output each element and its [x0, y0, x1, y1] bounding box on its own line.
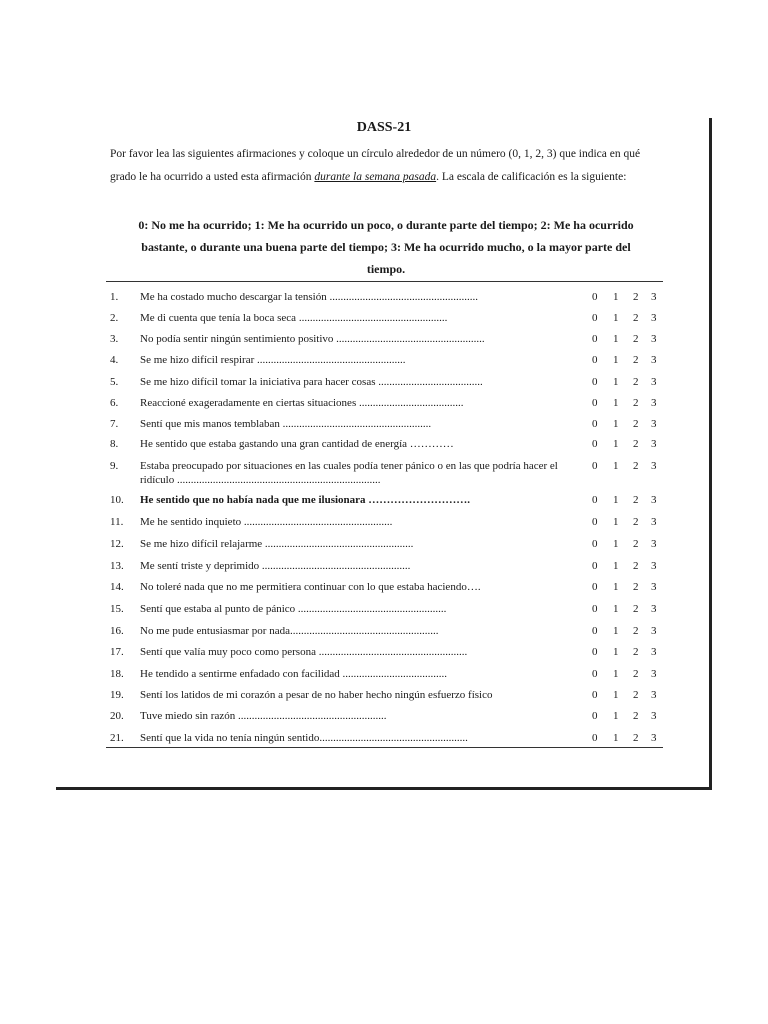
score-option-3[interactable]: 3 — [651, 732, 657, 744]
instructions-emphasis: durante la semana pasada — [314, 171, 437, 183]
item-number: 13. — [110, 560, 124, 572]
item-text: Estaba preocupado por situaciones en las cuales podía tener pánico o en las que podría hacer el ridículo .......................................................................... — [140, 460, 558, 486]
score-option-1[interactable]: 1 — [613, 291, 619, 303]
score-option-2[interactable]: 2 — [633, 376, 639, 388]
score-option-0[interactable]: 0 — [592, 460, 598, 472]
item-number: 18. — [110, 668, 124, 680]
score-option-2[interactable]: 2 — [633, 625, 639, 637]
score-option-0[interactable]: 0 — [592, 560, 598, 572]
item-text: Sentí que mis manos temblaban ...................................................... — [140, 418, 432, 430]
score-option-1[interactable]: 1 — [613, 354, 619, 366]
score-option-2[interactable]: 2 — [633, 732, 639, 744]
score-option-0[interactable]: 0 — [592, 538, 598, 550]
item-number: 5. — [110, 376, 119, 388]
item-number: 20. — [110, 710, 124, 722]
item-text: Se me hizo difícil relajarme ...................................................... — [140, 538, 414, 550]
score-option-3[interactable]: 3 — [651, 625, 657, 637]
item-text: Sentí que valía muy poco como persona ...................................................... — [140, 646, 468, 658]
score-option-3[interactable]: 3 — [651, 333, 657, 345]
score-option-2[interactable]: 2 — [633, 291, 639, 303]
score-option-1[interactable]: 1 — [613, 732, 619, 744]
score-option-3[interactable]: 3 — [651, 418, 657, 430]
score-option-2[interactable]: 2 — [633, 438, 639, 450]
score-option-1[interactable]: 1 — [613, 438, 619, 450]
score-option-1[interactable]: 1 — [613, 494, 619, 506]
score-option-3[interactable]: 3 — [651, 581, 657, 593]
score-option-0[interactable]: 0 — [592, 668, 598, 680]
instructions-paragraph — [110, 143, 660, 189]
items-table — [106, 281, 663, 748]
score-option-3[interactable]: 3 — [651, 710, 657, 722]
item-number: 10. — [110, 494, 124, 506]
score-option-3[interactable]: 3 — [651, 312, 657, 324]
score-option-1[interactable]: 1 — [613, 333, 619, 345]
score-option-2[interactable]: 2 — [633, 581, 639, 593]
item-number: 19. — [110, 689, 124, 701]
score-option-0[interactable]: 0 — [592, 732, 598, 744]
item-text: Me sentí triste y deprimido ...................................................... — [140, 560, 411, 572]
score-option-1[interactable]: 1 — [613, 668, 619, 680]
score-option-0[interactable]: 0 — [592, 625, 598, 637]
score-option-1[interactable]: 1 — [613, 418, 619, 430]
item-text: Sentí los latidos de mi corazón a pesar de no haber hecho ningún esfuerzo físico — [140, 689, 493, 701]
score-option-2[interactable]: 2 — [633, 668, 639, 680]
score-option-0[interactable]: 0 — [592, 494, 598, 506]
score-option-2[interactable]: 2 — [633, 538, 639, 550]
item-number: 2. — [110, 312, 119, 324]
score-option-3[interactable]: 3 — [651, 516, 657, 528]
score-option-0[interactable]: 0 — [592, 710, 598, 722]
score-option-3[interactable]: 3 — [651, 460, 657, 472]
item-number: 12. — [110, 538, 124, 550]
score-option-1[interactable]: 1 — [613, 581, 619, 593]
score-option-0[interactable]: 0 — [592, 581, 598, 593]
score-option-3[interactable]: 3 — [651, 668, 657, 680]
score-option-3[interactable]: 3 — [651, 689, 657, 701]
score-option-2[interactable]: 2 — [633, 494, 639, 506]
score-option-3[interactable]: 3 — [651, 494, 657, 506]
score-option-1[interactable]: 1 — [613, 603, 619, 615]
score-option-0[interactable]: 0 — [592, 646, 598, 658]
score-option-2[interactable]: 2 — [633, 460, 639, 472]
score-option-1[interactable]: 1 — [613, 560, 619, 572]
item-number: 21. — [110, 732, 124, 744]
page-border-right — [709, 118, 712, 790]
score-option-2[interactable]: 2 — [633, 333, 639, 345]
item-text: Tuve miedo sin razón ...................................................... — [140, 710, 387, 722]
score-option-3[interactable]: 3 — [651, 291, 657, 303]
score-option-0[interactable]: 0 — [592, 376, 598, 388]
item-text: Me he sentido inquieto ...................................................... — [140, 516, 393, 528]
item-text: No podía sentir ningún sentimiento positivo ...................................................... — [140, 333, 485, 345]
score-option-1[interactable]: 1 — [613, 376, 619, 388]
item-text: He sentido que estaba gastando una gran cantidad de energía ………… — [140, 438, 454, 450]
item-number: 8. — [110, 438, 119, 450]
score-option-3[interactable]: 3 — [651, 646, 657, 658]
score-option-1[interactable]: 1 — [613, 460, 619, 472]
item-number: 16. — [110, 625, 124, 637]
item-number: 17. — [110, 646, 124, 658]
score-option-2[interactable]: 2 — [633, 516, 639, 528]
item-text: No toleré nada que no me permitiera continuar con lo que estaba haciendo…. — [140, 581, 481, 593]
item-number: 9. — [110, 460, 119, 472]
score-option-3[interactable]: 3 — [651, 354, 657, 366]
score-option-3[interactable]: 3 — [651, 603, 657, 615]
item-text: Sentí que estaba al punto de pánico ...................................................... — [140, 603, 447, 615]
item-text: Me ha costado mucho descargar la tensión ...................................................... — [140, 291, 478, 303]
item-number: 1. — [110, 291, 119, 303]
score-option-1[interactable]: 1 — [613, 646, 619, 658]
document-title: DASS-21 — [356, 120, 412, 135]
score-option-3[interactable]: 3 — [651, 397, 657, 409]
score-option-1[interactable]: 1 — [613, 689, 619, 701]
score-option-0[interactable]: 0 — [592, 603, 598, 615]
score-option-2[interactable]: 2 — [633, 646, 639, 658]
score-option-1[interactable]: 1 — [613, 710, 619, 722]
item-text: Reaccioné exageradamente en ciertas situaciones ...................................... — [140, 397, 464, 409]
item-number: 6. — [110, 397, 119, 409]
score-option-1[interactable]: 1 — [613, 625, 619, 637]
score-option-1[interactable]: 1 — [613, 397, 619, 409]
score-option-3[interactable]: 3 — [651, 376, 657, 388]
score-option-0[interactable]: 0 — [592, 354, 598, 366]
score-option-2[interactable]: 2 — [633, 312, 639, 324]
score-option-0[interactable]: 0 — [592, 516, 598, 528]
score-option-0[interactable]: 0 — [592, 689, 598, 701]
score-option-2[interactable]: 2 — [633, 710, 639, 722]
item-number: 14. — [110, 581, 124, 593]
score-option-0[interactable]: 0 — [592, 291, 598, 303]
score-option-0[interactable]: 0 — [592, 312, 598, 324]
score-option-2[interactable]: 2 — [633, 418, 639, 430]
item-number: 3. — [110, 333, 119, 345]
item-text: Me di cuenta que tenía la boca seca ...................................................... — [140, 312, 448, 324]
score-option-3[interactable]: 3 — [651, 560, 657, 572]
item-number: 7. — [110, 418, 119, 430]
rating-scale-description: 0: No me ha ocurrido; 1: Me ha ocurrido un poco, o durante parte del tiempo; 2: Me ha ocurrido bastante, o durante una buena parte del tiempo; 3: Me ha ocurrido mucho, o la mayor parte del tiempo. — [138, 218, 634, 276]
item-text: He tendido a sentirme enfadado con facilidad ...................................... — [140, 668, 448, 680]
item-text: He sentido que no había nada que me ilusionara ………………………. — [140, 494, 471, 506]
item-number: 11. — [110, 516, 124, 528]
page-border-bottom — [56, 787, 712, 790]
score-option-1[interactable]: 1 — [613, 516, 619, 528]
score-option-1[interactable]: 1 — [613, 312, 619, 324]
item-number: 15. — [110, 603, 124, 615]
item-text: Sentí que la vida no tenía ningún sentido...................................................... — [140, 732, 468, 744]
score-option-1[interactable]: 1 — [613, 538, 619, 550]
instructions-text-start: Por favor lea las siguientes afirmaciones y coloque un círculo alrededor de un número (0, 1, 2, 3) que indica en qué grado le ha ocurrido a usted esta afirmación — [110, 148, 641, 183]
item-text: No me pude entusiasmar por nada...................................................... — [140, 625, 439, 637]
score-option-2[interactable]: 2 — [633, 560, 639, 572]
score-option-3[interactable]: 3 — [651, 438, 657, 450]
score-option-2[interactable]: 2 — [633, 689, 639, 701]
score-option-0[interactable]: 0 — [592, 418, 598, 430]
score-option-2[interactable]: 2 — [633, 603, 639, 615]
score-option-2[interactable]: 2 — [633, 397, 639, 409]
instructions-text-end: . La escala de calificación es la siguiente: — [436, 171, 627, 183]
score-option-0[interactable]: 0 — [592, 333, 598, 345]
item-number: 4. — [110, 354, 119, 366]
score-option-3[interactable]: 3 — [651, 538, 657, 550]
score-option-0[interactable]: 0 — [592, 438, 598, 450]
score-option-0[interactable]: 0 — [592, 397, 598, 409]
item-text: Se me hizo difícil respirar ...................................................... — [140, 354, 406, 366]
score-option-2[interactable]: 2 — [633, 354, 639, 366]
item-text: Se me hizo difícil tomar la iniciativa para hacer cosas ...................................... — [140, 376, 483, 388]
